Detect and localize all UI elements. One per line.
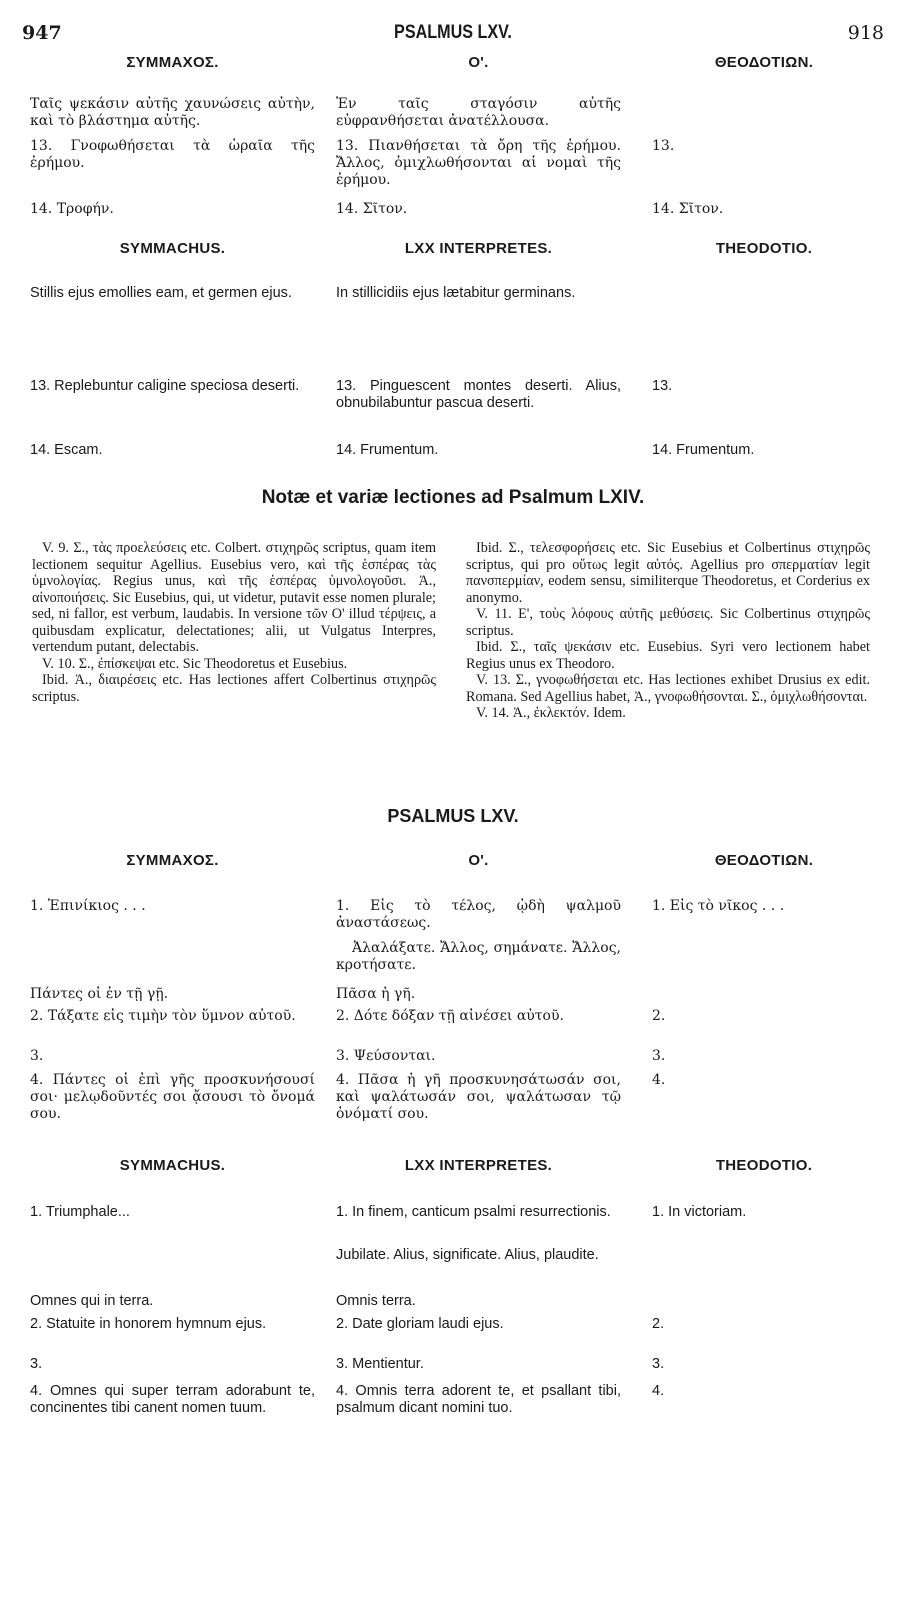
part2-latin-row: [30, 1204, 876, 1221]
cell-text: Πᾶσα ἡ γῆ.: [336, 986, 416, 1002]
note-paragraph: V. 10. Σ., ἐπίσκεψαι etc. Sic Theodoretus et Eusebius.: [42, 655, 348, 672]
part2-latin-heads: [30, 1157, 876, 1174]
part2-latin-row: [30, 1356, 876, 1373]
cell-text: Omnes qui in terra.: [30, 1293, 154, 1309]
cell-text: 1. Εἰς τὸ τέλος, ᾠδὴ ψαλμοῦ ἀναστάσεως.: [336, 898, 621, 931]
column-head-symmachus-greek: ΣΥΜΜΑΧΟΣ.: [126, 54, 219, 71]
column-head-lxx: LXX INTERPRETES.: [404, 1157, 553, 1174]
running-title: PSALMUS LXV.: [394, 22, 512, 43]
part2-greek-row: [30, 1008, 876, 1025]
cell-text: 13.: [652, 138, 675, 154]
part2-greek-row: [30, 940, 876, 974]
cell-text: Ἐν ταῖς σταγόσιν αὐτῆς εὐφρανθήσεται ἀνατέλλουσα.: [336, 96, 621, 129]
cell-text: 1. Εἰς τὸ νῖκος . . .: [652, 898, 785, 914]
cell-text: 2.: [652, 1008, 666, 1024]
cell-text: Jubilate. Alius, significate. Alius, plaudite.: [336, 1247, 599, 1263]
column-head-theodotion-greek: ΘΕΟΔΟΤΙΩΝ.: [714, 54, 814, 71]
part2-latin-row: [30, 1383, 876, 1417]
notes-left-column: [32, 540, 436, 722]
cell-text: 3.: [652, 1356, 665, 1372]
notes-body: [32, 540, 876, 722]
cell-text: 14. Τροφήν.: [30, 201, 114, 217]
cell-text: [652, 285, 876, 302]
cell-text: 1. Triumphale...: [30, 1204, 130, 1220]
part2-greek-row: [30, 1048, 876, 1065]
cell-text: 13. Pinguescent montes deserti. Alius, obnubilabuntur pascua deserti.: [336, 378, 621, 411]
part2-latin-row: [30, 1293, 876, 1310]
part1-latin-row: [30, 285, 876, 302]
part1-greek-row: [30, 201, 876, 218]
part1-latin-row: [30, 442, 876, 459]
cell-text: 14. Σῖτον.: [652, 201, 724, 217]
cell-text: [652, 986, 876, 1003]
note-paragraph: V. 9. Σ., τὰς προελεύσεις etc. Colbert. στιχηρῶς scriptus, quam item lectionem sequitur Agellius. Eusebius vero, καὶ τῆς ἑσπέρας τὰς ὑμνολογίας. Regius unus, καὶ τῆς ἑσπέρας ὑμνολογοῦσι. Ἀ., αἰνοποιήσεις. Sic Eusebius, qui, ut videtur, putavit esse nomen plurale; sed, ni fallor, est verbum, laudabis. In versione τῶν Ο' illud τέρψεις, a quibusdam explicatur, delectationes; alii, ut Vulgatus Interpres, vertendum putant, delectabis.: [32, 540, 436, 655]
cell-text: 3.: [652, 1048, 666, 1064]
cell-text: [652, 96, 876, 130]
cell-text: 4. Omnis terra adorent te, et psallant tibi, psalmum dicant nomini tuo.: [336, 1383, 621, 1416]
part2-greek-row: [30, 986, 876, 1003]
part1-greek-heads: [30, 54, 876, 71]
cell-text: 14. Escam.: [30, 442, 103, 458]
note-paragraph: Ibid. Σ., τελεσφορήσεις etc. Sic Eusebius et Colbertinus στιχηρῶς scriptus, qui pro οὕτως legit αὐτός. Agellius pro σπερματίαν legit πανσπερμίαν, eodem sensu, similiterque Theodoretus, et Corderius ex anonymo.: [466, 540, 870, 606]
part1-latin-row: [30, 378, 876, 412]
column-head-lxx: LXX INTERPRETES.: [404, 240, 553, 257]
column-head-symmachus-greek: ΣΥΜΜΑΧΟΣ.: [126, 852, 219, 869]
note-paragraph: Ibid. Σ., ταῖς ψεκάσιν etc. Eusebius. Syri vero lectionem habet Regius unus ex Theodoro.: [466, 639, 870, 672]
part1-greek-row: [30, 96, 876, 130]
cell-text: 3. Ψεύσονται.: [336, 1048, 436, 1064]
cell-text: [652, 1247, 876, 1264]
cell-text: Omnis terra.: [336, 1293, 416, 1309]
cell-text: 1. Ἐπινίκιος . . .: [30, 898, 146, 914]
part2-greek-row: [30, 898, 876, 932]
part2-latin-row: [30, 1316, 876, 1333]
cell-text: In stillicidiis ejus lætabitur germinans.: [336, 285, 576, 301]
cell-text: 4.: [652, 1072, 666, 1088]
page-header: [22, 22, 884, 46]
column-head-symmachus: SYMMACHUS.: [119, 240, 226, 257]
cell-text: 13. Γνοφωθήσεται τὰ ὡραῖα τῆς ἐρήμου.: [30, 138, 315, 171]
part1-greek-row: [30, 138, 876, 189]
cell-text: 3. Mentientur.: [336, 1356, 424, 1372]
part2-greek-row: [30, 1072, 876, 1123]
cell-text: 2.: [652, 1316, 665, 1332]
cell-text: 13. Replebuntur caligine speciosa deserti.: [30, 378, 300, 394]
note-paragraph: Ibid. Ἀ., διαιρέσεις etc. Has lectiones affert Colbertinus στιχηρῶς scriptus.: [32, 672, 436, 705]
page-number-left: 947: [22, 22, 62, 44]
page-number-right: 918: [847, 22, 884, 44]
cell-text: 2. Τάξατε εἰς τιμὴν τὸν ὕμνον αὐτοῦ.: [30, 1008, 296, 1024]
part1-latin-heads: [30, 240, 876, 257]
part2-greek-heads: [30, 852, 876, 869]
cell-text: [652, 940, 876, 974]
column-head-theodotio: THEODOTIO.: [715, 240, 813, 257]
cell-text: 3.: [30, 1048, 44, 1064]
cell-text: 14. Frumentum.: [336, 442, 439, 458]
notes-title: Notæ et variæ lectiones ad Psalmum LXIV.: [261, 487, 645, 508]
cell-text: 4. Πάντες οἱ ἐπὶ γῆς προσκυνήσουσί σοι· μελῳδοῦντές σοι ᾄσουσι τὸ ὄνομά σου.: [30, 1072, 315, 1122]
note-paragraph: V. 14. Ἀ., ἐκλεκτόν. Idem.: [476, 705, 626, 721]
cell-text: 4. Omnes qui super terram adorabunt te, concinentes tibi canent nomen tuum.: [30, 1383, 315, 1416]
notes-right-column: [466, 540, 870, 722]
cell-text: 4.: [652, 1383, 665, 1399]
column-head-theodotio: THEODOTIO.: [715, 1157, 813, 1174]
cell-text: 13. Πιανθήσεται τὰ ὄρη τῆς ἐρήμου. Ἄλλος, ὁμιχλωθήσονται αἱ νομαὶ τῆς ἐρήμου.: [336, 138, 621, 188]
cell-text: 1. In victoriam.: [652, 1204, 747, 1220]
cell-text: 2. Date gloriam laudi ejus.: [336, 1316, 504, 1332]
cell-text: 3.: [30, 1356, 43, 1372]
cell-text: 2. Δότε δόξαν τῇ αἰνέσει αὐτοῦ.: [336, 1008, 564, 1024]
cell-text: 14. Σῖτον.: [336, 201, 408, 217]
note-paragraph: V. 11. Ε', τοὺς λόφους αὐτῆς μεθύσεις. Sic Colbertinus στιχηρῶς scriptus.: [466, 606, 870, 639]
cell-text: Πάντες οἱ ἐν τῇ γῇ.: [30, 986, 169, 1002]
note-paragraph: V. 13. Σ., γνοφωθήσεται etc. Has lectiones exhibet Drusius ex edit. Romana. Sed Agellius habet, Ἀ., γνοφωθήσονται. Σ., ὁμιχλωθήσονται.: [466, 672, 870, 705]
column-head-septuagint-greek: Ο'.: [468, 852, 489, 869]
psalm-title: PSALMUS LXV.: [387, 806, 519, 826]
column-head-septuagint-greek: Ο'.: [468, 54, 489, 71]
cell-text: Ἀλαλάξατε. Ἄλλος, σημάνατε. Ἄλλος, κροτήσατε.: [336, 940, 621, 973]
cell-text: 1. In finem, canticum psalmi resurrectionis.: [336, 1204, 611, 1220]
cell-text: Ταῖς ψεκάσιν αὐτῆς χαυνώσεις αὐτὴν, καὶ τὸ βλάστημα αὐτῆς.: [30, 96, 315, 129]
cell-text: Stillis ejus emollies eam, et germen ejus.: [30, 285, 292, 301]
cell-text: 13.: [652, 378, 673, 394]
cell-text: [30, 940, 315, 974]
cell-text: [652, 1293, 876, 1310]
cell-text: 14. Frumentum.: [652, 442, 755, 458]
column-head-theodotion-greek: ΘΕΟΔΟΤΙΩΝ.: [714, 852, 814, 869]
part2-latin-row: [30, 1247, 876, 1264]
cell-text: [30, 1247, 315, 1264]
cell-text: 4. Πᾶσα ἡ γῆ προσκυνησάτωσάν σοι, καὶ ψαλάτωσάν σοι, ψαλάτωσαν τῷ ὀνόματί σου.: [336, 1072, 621, 1122]
cell-text: 2. Statuite in honorem hymnum ejus.: [30, 1316, 267, 1332]
column-head-symmachus: SYMMACHUS.: [119, 1157, 226, 1174]
